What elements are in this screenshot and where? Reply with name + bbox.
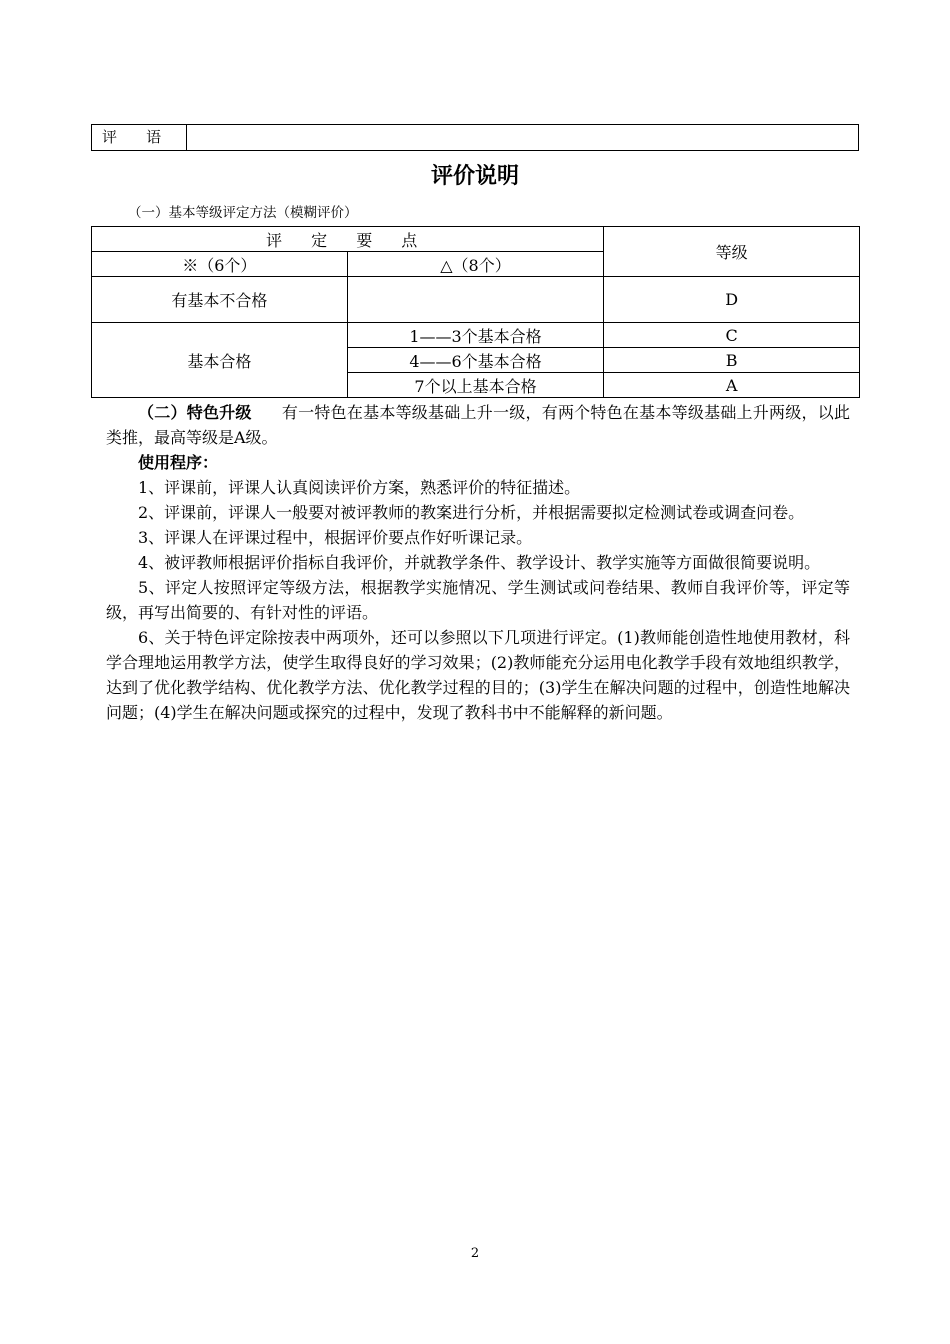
comment-label: 评 语 <box>92 125 187 150</box>
table-row <box>92 227 860 252</box>
section1-subtitle: （一）基本等级评定方法（模糊评价） <box>128 205 358 221</box>
usage-item-4: 4、被评教师根据评价指标自我评价，并就教学条件、教学设计、教学实施等方面做很简要说明。 <box>138 553 821 572</box>
cell-grade: A <box>604 373 860 398</box>
usage-item-5: 5、评定人按照评定等级方法，根据教学实施情况、学生测试或问卷结果、教师自我评价等，评定等级，再写出简要的、有针对性的评语。 <box>106 578 850 622</box>
usage-heading: 使用程序： <box>138 453 219 472</box>
cell-triangle: 4——6个基本合格 <box>347 348 604 373</box>
usage-item-2: 2、评课前，评课人一般要对被评教师的教案进行分析，并根据需要拟定检测试卷或调查问卷。 <box>138 503 805 522</box>
header-points: 评 定 要 点 <box>92 227 604 252</box>
cell-triangle: 7个以上基本合格 <box>347 373 604 398</box>
usage-item-6: 6、关于特色评定除按表中两项外，还可以参照以下几项进行评定。(1)教师能创造性地使用教材，科学合理地运用教学方法，使学生取得良好的学习效果；(2)教师能充分运用电化教学手段有效地组织教学，达到了优化教学结构、优化教学方法、优化教学过程的目的；(3)学生在解决问题的过程中，创造性地解决问题；(4)学生在解决问题或探究的过程中，发现了教科书中不能解释的新问题。 <box>106 628 850 722</box>
section2-paragraph <box>106 400 850 450</box>
usage-item-1: 1、评课前，评课人认真阅读评价方案，熟悉评价的特征描述。 <box>138 478 581 497</box>
cell-star: 基本合格 <box>92 323 348 398</box>
comment-table <box>91 124 859 151</box>
cell-grade: B <box>604 348 860 373</box>
cell-triangle: 1——3个基本合格 <box>347 323 604 348</box>
section2-text: 有一特色在基本等级基础上升一级，有两个特色在基本等级基础上升两级，以此类推，最高等级是A级。 <box>106 403 850 447</box>
page-title: 评价说明 <box>430 164 519 189</box>
grade-table <box>91 226 860 398</box>
cell-star: 有基本不合格 <box>92 277 348 323</box>
header-star: ※（6个） <box>92 252 348 277</box>
header-triangle: △（8个） <box>347 252 604 277</box>
table-row <box>92 277 860 323</box>
section2-heading: （二）特色升级 <box>138 403 252 422</box>
cell-grade: D <box>604 277 860 323</box>
page-number: 2 <box>470 1246 480 1261</box>
cell-grade: C <box>604 323 860 348</box>
header-grade: 等级 <box>604 227 860 277</box>
body-text <box>106 400 850 725</box>
usage-item-3: 3、评课人在评课过程中，根据评价要点作好听课记录。 <box>138 528 533 547</box>
table-row <box>92 323 860 348</box>
cell-triangle <box>347 277 604 323</box>
